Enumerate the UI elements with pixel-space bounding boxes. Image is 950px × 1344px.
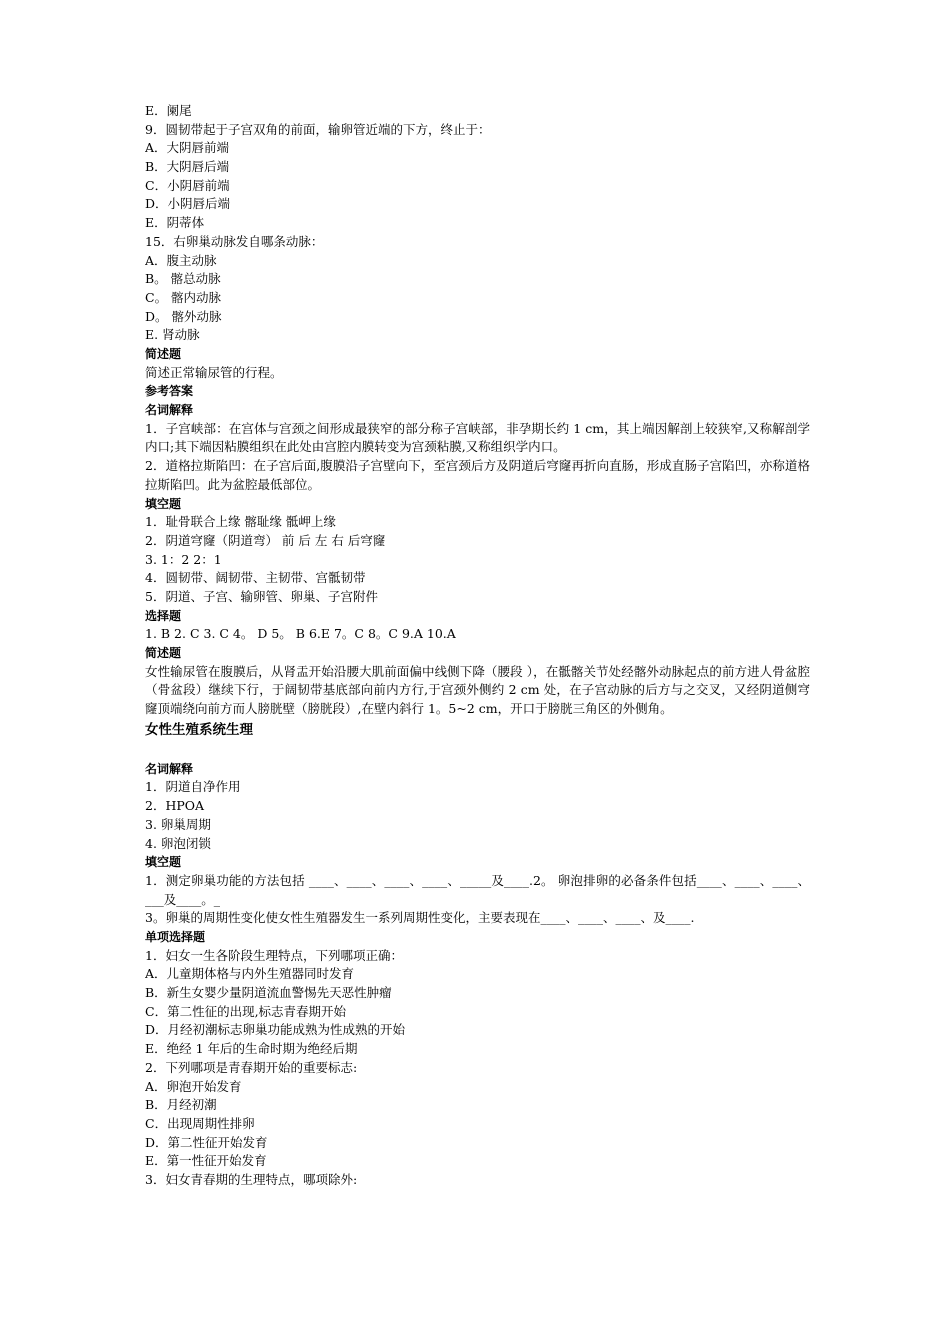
short-answer: 女性输尿管在腹膜后，从肾盂开始沿腰大肌前面偏中线侧下降（腰段 ），在骶髂关节处经髂外动脉起点的前方进人骨盆腔（骨盆段）继续下行，于阔韧带基底部向前内方行,于宫颈外侧约 2 cm 处，在子宫动脉的后方与之交叉，又经阴道侧穹窿顶端绕向前方而人膀胱壁（膀胱段）,在壁内斜行 1。5~2 cm，开口于膀胱三角区的外侧角。	[145, 663, 810, 717]
section-heading-fill: 填空题	[145, 855, 182, 870]
fill-question-1-2: 1．测定卵巢功能的方法包括 ____、____、____、____、_____及____.2。 卵泡排卵的必备条件包括____、____、____、___及____。_	[145, 872, 810, 907]
fill-question-3: 3。卵巢的周期性变化使女性生殖器发生一系列周期性变化，主要表现在____、____、____、及____.	[145, 910, 695, 926]
fill-answer: 4．圆韧带、阔韧带、主韧带、宫骶韧带	[145, 570, 366, 586]
question-2: 2．下列哪项是青春期开始的重要标志:	[145, 1059, 358, 1075]
short-question: 简述正常输尿管的行程。	[145, 364, 283, 380]
fill-answer: 3. 1：2 2：1	[145, 551, 222, 567]
section-heading-answers: 参考答案	[145, 384, 194, 399]
option-c: C．小阴唇前端	[145, 177, 230, 193]
document-page	[145, 102, 810, 1190]
option-a: A．大阴唇前端	[145, 140, 230, 156]
choice-answers: 1. B 2. C 3. C 4。 D 5。 B 6.E 7。C 8。C 9.A 10.A	[145, 626, 456, 642]
option-d: D．月经初潮标志卵巢功能成熟为性成熟的开始	[145, 1022, 406, 1038]
option-e: E．阴蒂体	[145, 215, 205, 231]
option-c: C．第二性征的出现,标志青春期开始	[145, 1003, 347, 1019]
option-b: B．大阴唇后端	[145, 159, 230, 175]
section-heading-single-choice: 单项选择题	[145, 930, 206, 945]
fill-answer: 1．耻骨联合上缘 髂耻缘 骶岬上缘	[145, 514, 336, 530]
section-heading-terms: 名词解释	[145, 403, 194, 417]
fill-answer: 2．阴道穹窿（阴道弯） 前 后 左 右 后穹窿	[145, 532, 386, 548]
option-b: B．月经初潮	[145, 1097, 217, 1113]
section-heading-short-answer: 简述题	[145, 646, 182, 660]
chapter-title: 女性生殖系统生理	[145, 721, 253, 738]
term-item: 4. 卵泡闭锁	[145, 835, 211, 851]
term-answer-2: 2．道格拉斯陷凹：在子宫后面,腹膜沿子宫壁向下，至宫颈后方及阴道后穹窿再折向直肠，形成直肠子宫陷凹，亦称道格拉斯陷凹。此为盆腔最低部位。	[145, 458, 810, 492]
question-1: 1．妇女一生各阶段生理特点，下列哪项正确：	[145, 947, 403, 963]
option-b: B。 髂总动脉	[145, 271, 221, 287]
option-e: E．第一性征开始发育	[145, 1153, 267, 1169]
fill-answer: 5．阴道、子宫、输卵管、卵巢、子宫附件	[145, 588, 378, 604]
section-heading-choice: 选择题	[145, 608, 182, 623]
text-line: E．阑尾	[145, 103, 192, 118]
section-heading-short: 简述题	[145, 346, 182, 361]
option-d: D．小阴唇后端	[145, 196, 231, 212]
term-item: 1．阴道自净作用	[145, 779, 241, 795]
option-a: A．儿童期体格与内外生殖器同时发育	[145, 966, 355, 982]
section-heading-fill: 填空题	[145, 496, 182, 511]
term-item: 2．HPOA	[145, 798, 205, 814]
spacer	[145, 741, 810, 760]
section-heading-terms: 名词解释	[145, 761, 194, 776]
option-a: A．腹主动脉	[145, 252, 217, 268]
question-3: 3．妇女青春期的生理特点，哪项除外:	[145, 1171, 358, 1187]
option-c: C．出现周期性排卵	[145, 1115, 255, 1131]
option-b: B．新生女婴少量阴道流血警惕先天恶性肿瘤	[145, 985, 392, 1001]
option-d: D。 髂外动脉	[145, 308, 222, 324]
option-c: C。 髂内动脉	[145, 289, 222, 305]
term-item: 3. 卵巢周期	[145, 816, 211, 832]
question-15: 15．右卵巢动脉发自哪条动脉：	[145, 233, 324, 249]
question-9: 9．圆韧带起于子宫双角的前面，输卵管近端的下方，终止于：	[145, 121, 491, 137]
option-a: A．卵泡开始发育	[145, 1078, 242, 1094]
option-d: D．第二性征开始发育	[145, 1134, 268, 1150]
option-e: E．绝经 1 年后的生命时期为绝经后期	[145, 1041, 358, 1057]
term-answer-1: 1．子宫峡部：在宫体与宫颈之间形成最狭窄的部分称子宫峡部，非孕期长约 1 cm，其上端因解剖上较狭窄,又称解剖学内口;其下端因粘膜组织在此处由宫腔内膜转变为宫颈粘膜,又称组织学内口。	[145, 420, 810, 455]
option-e: E. 肾动脉	[145, 327, 200, 343]
